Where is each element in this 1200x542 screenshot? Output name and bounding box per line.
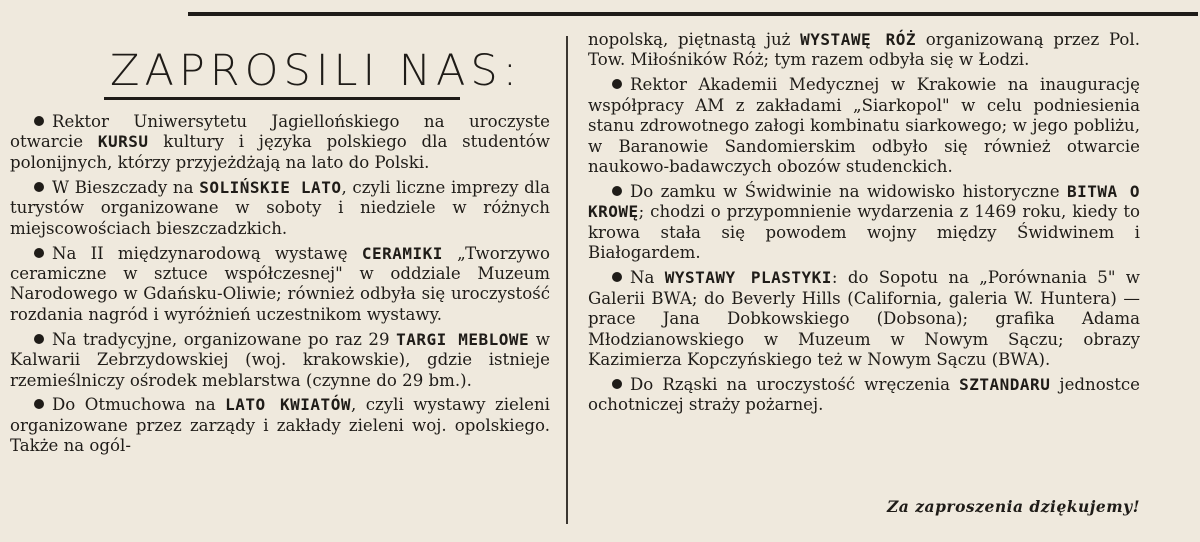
highlighted-text: BITWA O KROWĘ [588,181,1140,222]
bullet-icon [612,272,622,282]
paragraph-text: Do Otmuchowa na [52,395,226,415]
paragraph-text: nopolską, piętnastą już [588,30,801,49]
highlighted-text: CERAMIKI [361,243,443,263]
paragraph-text: Na [630,268,665,288]
bullet-icon [34,399,44,409]
paragraph-text: : do Sopotu na „Porównania 5" w Galerii BWA; do Beverly Hills (California, galeria W. Huntera) — prace Jana Dobkowskiego (Dobsona); grafika Adama Młodzianowskiego w Muzeum w Nowym Sączu; obrazy Kazimierza Kopczyńskiego też w Nowym Sączu (BWA). [588,268,1140,369]
paragraph [10,112,550,173]
paragraph-text: „Tworzywo ceramiczne w sztuce współczesnej" w oddziale Muzeum Narodowego w Gdańsku-Oliwie; również odbyła się uroczystość rozdania nagród i wyróżnień uczestnikom wystawy. [10,243,550,324]
paragraph [10,330,550,391]
closing-thanks: Za zaproszenia dziękujemy! [886,497,1140,516]
paragraph-text: jednostce ochotniczej straży pożarnej. [588,374,1140,415]
paragraph-text: Rektor Uniwersytetu Jagiellońskiego na uroczyste otwarcie [10,112,550,152]
paragraph-text: ; chodzi o przypomnienie wydarzenia z 1469 roku, kiedy to krowa stała się powodem wojny między Świdwinem i Białogardem. [588,202,1140,263]
highlighted-text: KURSU [97,132,149,152]
highlighted-text: WYSTAWĘ RÓŻ [800,30,917,49]
paragraph [588,182,1140,264]
paragraph-text: Rektor Akademii Medycznej w Krakowie na inaugurację współpracy AM z zakładami „Siarkopol" w celu podniesienia stanu zdrowotnego załogi kombinatu siarkowego; w jego pobliżu, w Baranowie Sandomierskim odbyło się również otwarcie naukowo-badawczych obozów studenckich. [588,75,1140,177]
left-column [10,112,550,461]
paragraph-text: W Bieszczady na [52,177,200,197]
paragraph-text: Do Rząski na uroczystość wręczenia [630,374,960,394]
heading-underline [104,97,460,100]
right-column [588,30,1140,420]
paragraph-text: Do zamku w Świdwinie na widowisko historyczne [630,181,1067,201]
paragraph [588,75,1140,177]
paragraph [588,375,1140,416]
highlighted-text: SZTANDARU [959,374,1051,394]
highlighted-text: TARGI MEBLOWE [396,329,530,349]
bullet-icon [34,116,44,126]
bullet-icon [612,79,622,89]
paragraph-text: , czyli liczne imprezy dla turystów organizowane w soboty i niedziele w różnych miejscowościach bieszczadzkich. [10,177,550,238]
paragraph [588,30,1140,71]
bullet-icon [612,379,622,389]
paragraph [10,244,550,326]
column-divider [566,36,568,524]
paragraph-text: kultury i języka polskiego dla studentów polonijnych, którzy przyjeżdżają na lato do Polski. [10,132,550,172]
highlighted-text: WYSTAWY PLASTYKI [664,268,832,288]
top-rule [188,12,1198,16]
highlighted-text: SOLIŃSKIE LATO [199,177,342,197]
paragraph-text: , czyli wystawy zieleni organizowane przez zarządy i zakłady zieleni woj. opolskiego. Także na ogól- [10,395,550,456]
bullet-icon [34,182,44,192]
bullet-icon [34,334,44,344]
paragraph [588,268,1140,370]
bullet-icon [612,186,622,196]
paragraph-text: Na II międzynarodową wystawę [52,243,362,263]
paragraph [10,178,550,239]
paragraph-text: organizowaną przez Pol. Tow. Miłośników Róż; tym razem odbyła się w Łodzi. [588,30,1141,70]
highlighted-text: LATO KWIATÓW [225,395,351,415]
article-heading: ZAPROSILI NAS: [110,46,523,96]
paragraph-text: Na tradycyjne, organizowane po raz 29 [52,329,397,349]
paragraph [10,395,550,456]
bullet-icon [34,248,44,258]
paragraph-text: w Kalwarii Zebrzydowskiej (woj. krakowskie), gdzie istnieje rzemieślniczy ośrodek meblarstwa (czynne do 29 bm.). [10,329,550,390]
